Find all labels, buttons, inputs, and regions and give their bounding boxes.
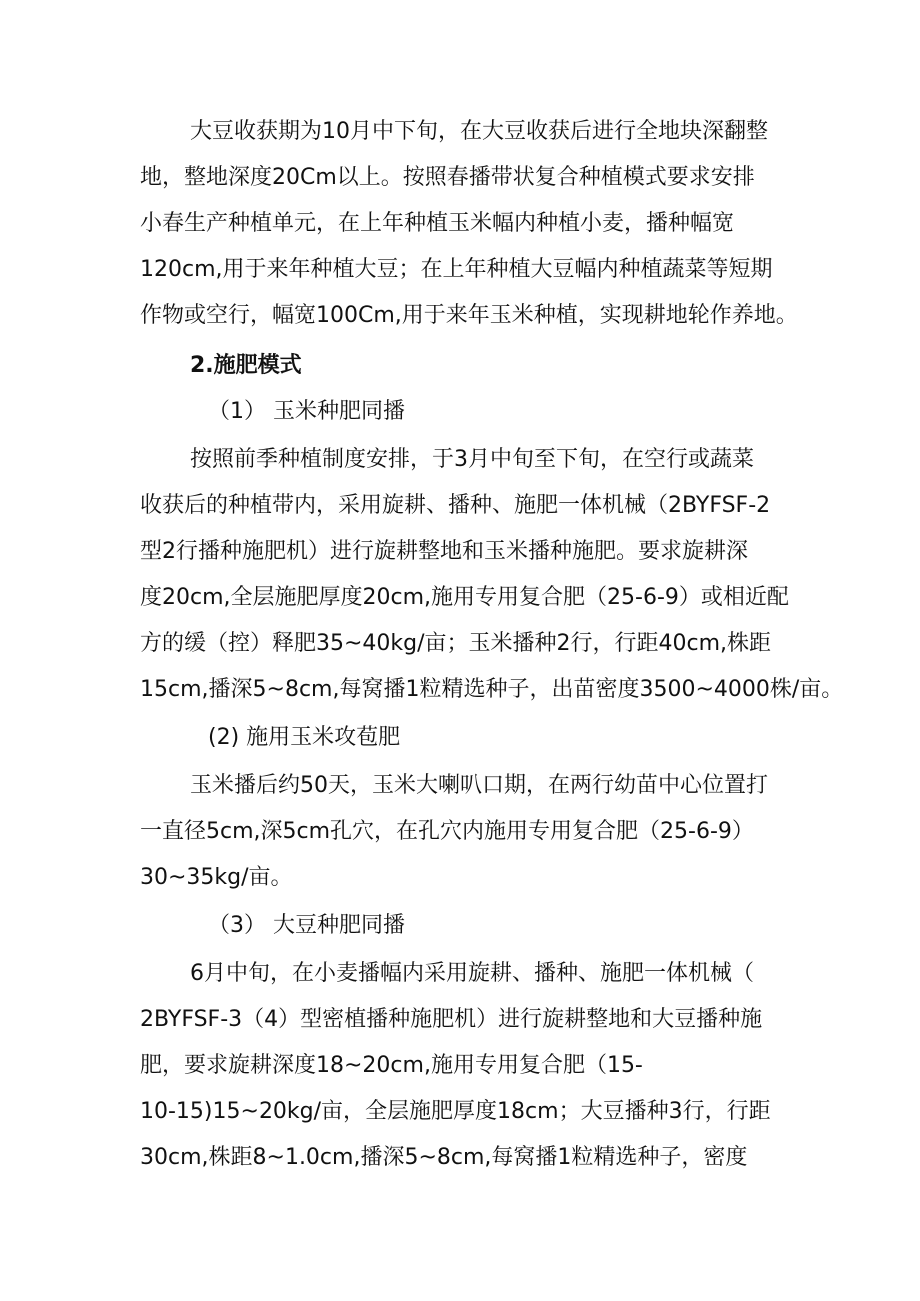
text-line: 收获后的种植带内，采用旋耕、播种、施肥一体机械（2BYFSF-2 xyxy=(140,493,771,518)
text-line: 15cm,播深5~8cm,每窝播1粒精选种子，出苗密度3500~4000株/亩。 xyxy=(140,677,844,702)
text-line: 小春生产种植单元，在上年种植玉米幅内种植小麦，播种幅宽 xyxy=(140,211,735,236)
subsection-heading-corn-seed-fertilizer: （1） 玉米种肥同播 xyxy=(208,399,405,424)
text-line: 2BYFSF-3（4）型密植播种施肥机）进行旋耕整地和大豆播种施 xyxy=(140,1007,763,1032)
text-line: 度20cm,全层施肥厚度20cm,施用专用复合肥（25-6-9）或相近配 xyxy=(140,585,789,610)
text-line: 30~35kg/亩。 xyxy=(140,865,293,890)
text-line: 玉米播后约50天，玉米大喇叭口期，在两行幼苗中心位置打 xyxy=(190,773,768,798)
text-line: 型2行播种施肥机）进行旋耕整地和玉米播种施肥。要求旋耕深 xyxy=(140,539,748,564)
subsection-heading-soybean-seed-fertilizer: （3） 大豆种肥同播 xyxy=(208,913,405,938)
text-line: 大豆收获期为10月中下旬，在大豆收获后进行全地块深翻整 xyxy=(190,119,768,144)
text-line: 120cm,用于来年种植大豆；在上年种植大豆幅内种植蔬菜等短期 xyxy=(140,257,773,282)
text-line: 地，整地深度20Cm以上。按照春播带状复合种植模式要求安排 xyxy=(140,165,755,190)
text-line: 按照前季种植制度安排，于3月中旬至下旬，在空行或蔬菜 xyxy=(190,447,754,472)
text-line: 30cm,株距8~1.0cm,播深5~8cm,每窝播1粒精选种子，密度 xyxy=(140,1145,748,1170)
section-heading-fertilization-mode: 2.施肥模式 xyxy=(190,353,302,378)
subsection-heading-corn-topdressing: (2) 施用玉米攻苞肥 xyxy=(208,725,401,750)
text-line: 10-15)15~20kg/亩，全层施肥厚度18cm；大豆播种3行，行距 xyxy=(140,1099,771,1124)
text-line: 作物或空行，幅宽100Cm,用于来年玉米种植，实现耕地轮作养地。 xyxy=(140,303,798,328)
text-line: 方的缓（控）释肥35~40kg/亩；玉米播种2行，行距40cm,株距 xyxy=(140,631,772,656)
text-line: 肥，要求旋耕深度18~20cm,施用专用复合肥（15- xyxy=(140,1053,643,1078)
text-line: 6月中旬，在小麦播幅内采用旋耕、播种、施肥一体机械（ xyxy=(190,961,754,986)
text-line: 一直径5cm,深5cm孔穴，在孔穴内施用专用复合肥（25-6-9） xyxy=(140,819,754,844)
